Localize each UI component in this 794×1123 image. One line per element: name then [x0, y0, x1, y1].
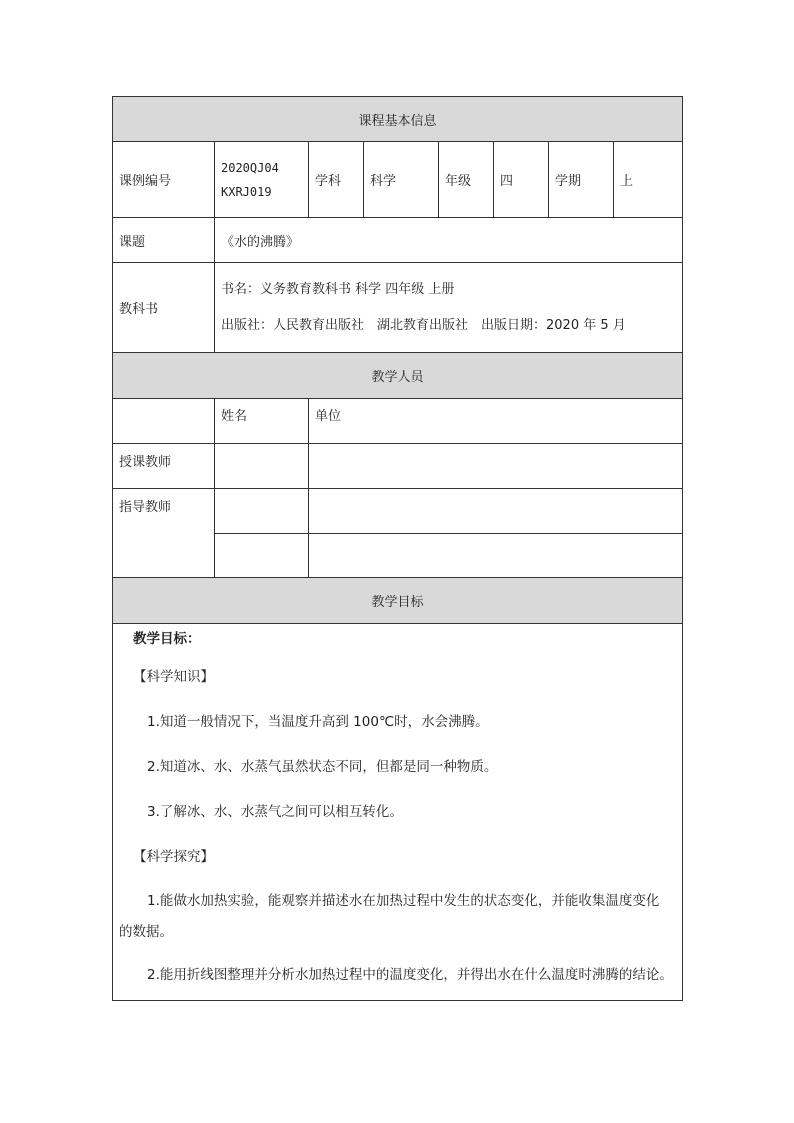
goals-section-inquiry: 【科学探究】 — [133, 849, 214, 865]
term-value: 上 — [614, 142, 683, 218]
grade-value: 四 — [494, 142, 549, 218]
staff-col-name: 姓名 — [215, 399, 309, 444]
advisor-unit-cell-2 — [309, 534, 683, 578]
lesson-info-sheet — [112, 96, 682, 1001]
goals-header: 教学目标 — [113, 578, 683, 624]
textbook-label: 教科书 — [113, 263, 215, 353]
advisor-name-cell-2 — [215, 534, 309, 578]
advisor-label: 指导教师 — [113, 489, 215, 578]
advisor-unit-cell-1 — [309, 489, 683, 534]
staff-header: 教学人员 — [113, 353, 683, 399]
advisor-name-cell-1 — [215, 489, 309, 534]
course-id-value — [215, 142, 309, 218]
teacher-label: 授课教师 — [113, 444, 215, 489]
term-label: 学期 — [549, 142, 614, 218]
basic-info-header: 课程基本信息 — [113, 97, 683, 142]
textbook-book-line: 书名：义务教育教科书 科学 四年级 上册 — [221, 281, 455, 297]
goals-title: 教学目标： — [133, 631, 201, 647]
teacher-unit-cell — [309, 444, 683, 489]
goals-body — [113, 624, 683, 1001]
goals-section-knowledge: 【科学知识】 — [133, 669, 214, 685]
course-id-line2: KXRJ019 — [221, 184, 272, 199]
staff-corner-cell — [113, 399, 215, 444]
course-id-label: 课例编号 — [113, 142, 215, 218]
topic-value: 《水的沸腾》 — [215, 218, 683, 263]
goals-item-2-1b: 的数据。 — [119, 924, 173, 940]
goals-item-2-1a: 1.能做水加热实验，能观察并描述水在加热过程中发生的状态变化，并能收集温度变化 — [147, 893, 660, 909]
goals-item-2-2: 2.能用折线图整理并分析水加热过程中的温度变化，并得出水在什么温度时沸腾的结论。 — [147, 967, 673, 983]
subject-value: 科学 — [364, 142, 439, 218]
textbook-publisher-line: 出版社：人民教育出版社 湖北教育出版社 出版日期：2020 年 5 月 — [221, 317, 626, 333]
goals-item-1-1: 1.知道一般情况下，当温度升高到 100℃时，水会沸腾。 — [147, 714, 489, 730]
course-id-line1: 2020QJ04 — [221, 160, 279, 175]
teacher-name-cell — [215, 444, 309, 489]
staff-col-unit: 单位 — [309, 399, 683, 444]
goals-item-1-2: 2.知道冰、水、水蒸气虽然状态不同，但都是同一种物质。 — [147, 759, 498, 775]
textbook-details — [215, 263, 683, 353]
goals-item-1-3: 3.了解冰、水、水蒸气之间可以相互转化。 — [147, 804, 403, 820]
topic-label: 课题 — [113, 218, 215, 263]
lesson-info-table — [112, 96, 683, 1001]
subject-label: 学科 — [309, 142, 364, 218]
grade-label: 年级 — [439, 142, 494, 218]
